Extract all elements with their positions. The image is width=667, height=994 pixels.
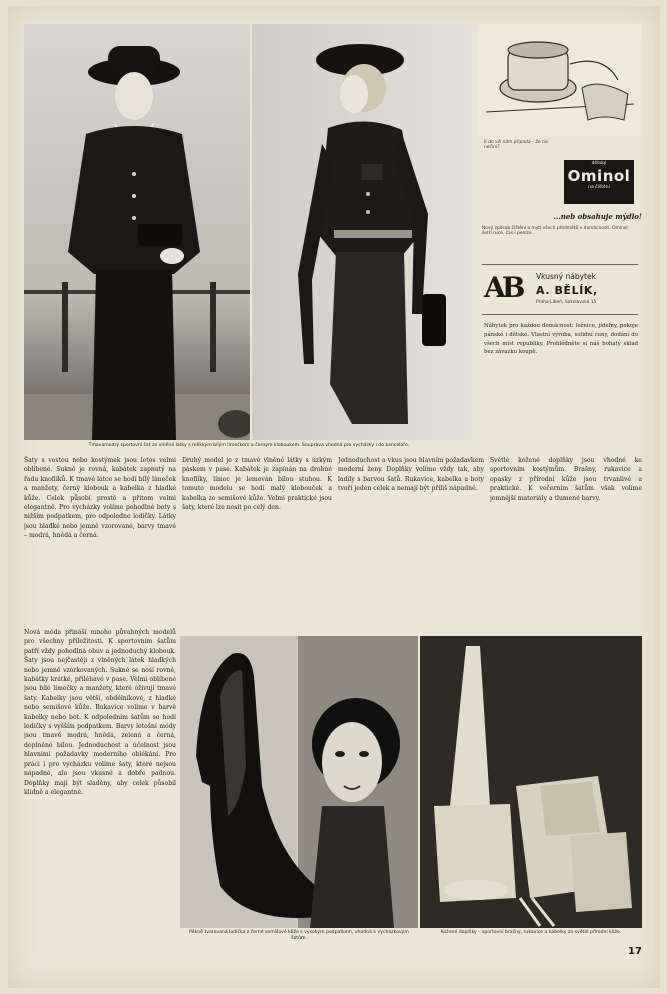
ad-belik-rule bbox=[482, 314, 638, 315]
article-column-2: Druhý model je z tmavé vlněné látky s úzkým páskem v pase. Kabátek je zapínán na drobné knoflíky, límec je lemován bílou stuhou. K tomuto modelu se hodí malý klobouček a kabelka ze semišové kůže. Velmi praktické jsou šaty, které lze nosit po celý den. bbox=[182, 457, 332, 512]
ad-belik-text: Nábytek pro každou domácnost: ložnice, jídelny, pokoje pánské i dětské. Vlastní výroba, solidní ceny, dodání do všech míst republiky. Prohlédněte si náš bohatý sklad bez závazku koupě. bbox=[484, 323, 638, 356]
ad-ominol-package bbox=[564, 160, 634, 204]
leather-goods-photo bbox=[420, 636, 642, 928]
ad-ominol-tagline: K do vši nám připadá – že nic nečiní? bbox=[484, 140, 549, 151]
bags-photo-caption: Kožené doplňky – sportovní brašny, rukavice a kabelky ze světlé přírodní kůže. bbox=[440, 930, 622, 935]
article-column-3: Jednoduchost a vkus jsou hlavním požadavkem moderní ženy. Doplňky volíme vždy tak, aby ladily s barvou šatů. Rukavice, kabelka a boty tvoří jeden celek a nemají být příliš nápadné. bbox=[338, 457, 484, 493]
shoe-and-portrait-photo bbox=[180, 636, 418, 928]
ad-ominol-brand-sub: na čištění bbox=[588, 185, 610, 190]
article-column-4: Světlé kožené doplňky jsou vhodné ke sportovním kostýmům. Brašny, rukavice a opasky z přírodní kůže jsou trvanlivé a praktické. K večerním šatům však volíme jemnější materiály a tlumené barvy. bbox=[490, 457, 642, 502]
magazine-page bbox=[8, 6, 660, 988]
ad-ominol-fine-print: Nový způsob čištění a mytí všech předmětů v domácnosti. Ominol šetří ruce, čas i peníze. bbox=[482, 226, 628, 237]
ad-belik-headline: Vkusný nábytek bbox=[536, 272, 596, 281]
ad-ominol-brand-small: dětský bbox=[591, 161, 607, 166]
ad-belik bbox=[480, 268, 642, 450]
ad-belik-name: A. BĚLÍK, bbox=[536, 284, 598, 297]
page-number: 17 bbox=[628, 946, 642, 957]
article-long-left: Nová móda přináší mnoho půvabných modelů pro všechny příležitosti. K sportovním šatům patří vždy pohodlná obuv a jednoduchý klobouk. Šaty jsou nejčastěji z vlněných látek hladkých nebo jemně vzorkovaných. Sukně se nosí rovné, kabátky krátké, přiléhavé v pase. Velmi oblíbené jsou bílé límečky a manžety, které oživují tmavé šaty. Kabelky jsou větší, obdélníkové, z hladké nebo semišové kůže. Rukavice volíme v barvě kabelky nebo bot. K odpoledním šatům se hodí lodičky s vyšším podpatkem. Barvy letošní módy jsou tmavě modrá, hnědá, zelená a černá, doplněné bílou. Jednoduchost a účelnost jsou hlavními požadavky moderního oblékání. Pro práci i pro vycházku volíme šaty, které nejsou nápadné, ale jsou vkusné a dobře padnou. Doplňky mají být sladěny, aby celek působil klidně a elegantně. bbox=[24, 629, 176, 796]
ad-belik-logo: AB bbox=[484, 271, 522, 304]
top-photo-caption: Tmavomodrý sportovní šat ze vlněné látky s měkkým bílým límečkem a černým kloboukem. Souprava vhodná pro vycházky i do kanceláře. bbox=[88, 443, 410, 448]
photo-woman-profile bbox=[252, 24, 472, 440]
ad-ominol bbox=[478, 24, 642, 264]
ad-ominol-slogan: ...neb obsahuje mýdlo! bbox=[553, 212, 642, 221]
fashion-photo-left bbox=[24, 24, 250, 440]
ad-divider bbox=[482, 264, 638, 265]
photo-shoe-portrait bbox=[180, 636, 418, 928]
ad-belik-address: Praha-Libeň, Sokolovská 15 bbox=[536, 300, 597, 305]
shoe-photo-caption: Pěkně tvarovaná lodička z černé semišové kůže s vysokým podpatkem, vhodná k vycházkovým šatům. bbox=[189, 930, 409, 941]
fashion-photo-right bbox=[252, 24, 472, 440]
article-column-1: Šaty s vestou nebo kostýmek jsou letos velmi oblíbené. Sukně je rovná, kabátek zapnutý na řadu knoflíků. K tmavé látce se hodí bílý límeček a manžety, černý klobouk a kabelka z hladké kůže. Celek působí prostě a přitom velmi elegantně. Pro vycházky volíme pohodlné boty s nižším podpatkem, pro odpoledne lodičky. Látky jsou hladké nebo jemně vzorované, barvy tmavé – modrá, hnědá a černá. bbox=[24, 457, 176, 540]
ad-ominol-brand: Ominol bbox=[567, 167, 631, 185]
photo-woman-suit-left bbox=[24, 24, 250, 440]
ad-ominol-illustration bbox=[478, 24, 642, 136]
photo-leather-goods bbox=[420, 636, 642, 928]
